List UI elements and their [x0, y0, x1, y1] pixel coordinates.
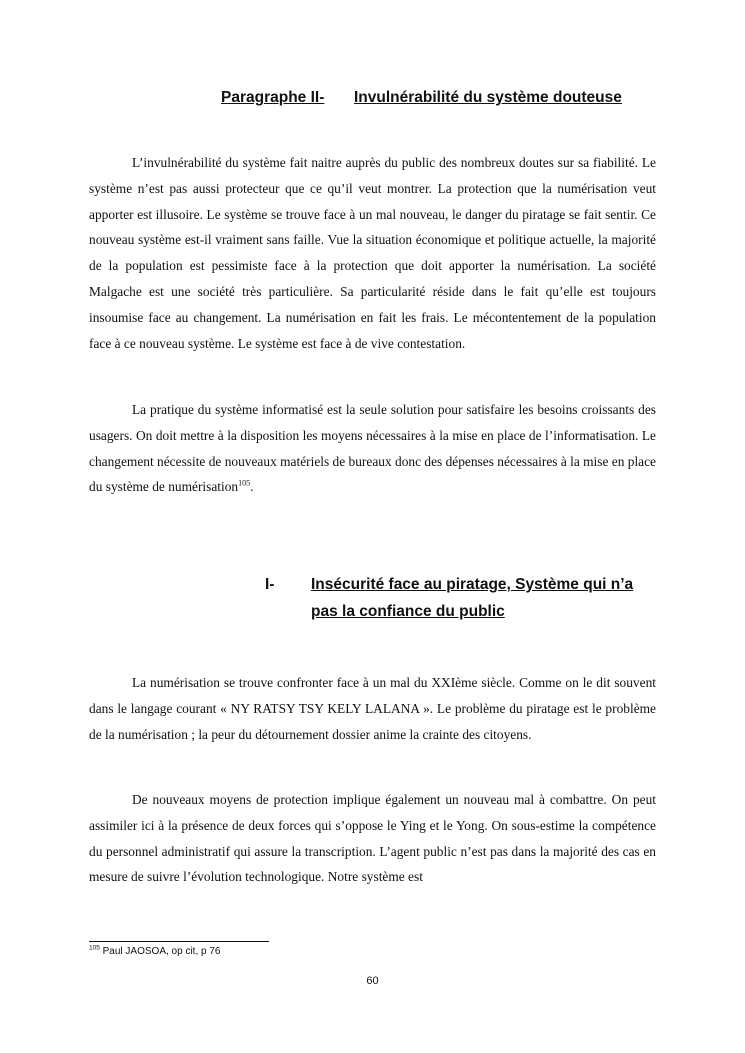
footnote-separator: [89, 941, 269, 942]
footnote-text: Paul JAOSOA, op cit, p 76: [99, 946, 221, 957]
body-paragraph-2: [89, 397, 656, 500]
page-number: 60: [366, 975, 379, 987]
section-number: I-: [265, 576, 275, 593]
body-paragraph-4: De nouveaux moyens de protection implique également un nouveau mal à combattre. On peut assimiler ici à la présence de deux forces qui s’oppose le Ying et le Yong. On sous-estime la compétence du personnel administratif qui assure la transcription. L’agent public n’est pas dans la majorité des cas en mesure de suivre l’évolution technologique. Notre système est: [89, 792, 656, 885]
heading-title: Invulnérabilité du système douteuse: [354, 89, 622, 106]
heading-label: Paragraphe II-: [221, 89, 325, 106]
footnote: [89, 946, 220, 957]
footnote-reference[interactable]: 105: [238, 478, 251, 488]
paragraph-2-text: La pratique du système informatisé est la seule solution pour satisfaire les besoins croissants des usagers. On doit mettre à la disposition les moyens nécessaires à la mise en place de l’informatisation. Le changement nécessite de nouveaux matériels de bureaux donc des dépenses nécessaires à la mise en place du système de numérisation: [89, 402, 657, 495]
section-title: Insécurité face au piratage, Système qui n’a pas la confiance du public: [311, 576, 634, 620]
paragraph-2-end: .: [250, 479, 254, 495]
body-paragraph-3: La numérisation se trouve confronter face à un mal du XXIème siècle. Comme on le dit souvent dans le langage courant « NY RATSY TSY KELY LALANA ». Le problème du piratage est le problème de la numérisation ; la peur du détournement dossier anime la crainte des citoyens.: [89, 675, 656, 742]
body-paragraph-1: L’invulnérabilité du système fait naitre auprès du public des nombreux doutes sur sa fiabilité. Le système n’est pas aussi protecteur que ce qu’il veut montrer. La protection que la numérisation veut apporter est illusoire. Le système se trouve face à un mal nouveau, le danger du piratage se fait sentir. Ce nouveau système est-il vraiment sans faille. Vue la situation économique et politique actuelle, la majorité de la population est pessimiste face à la protection que doit apporter la numérisation. La société Malgache est une société très particulière. Sa particularité réside dans le fait qu’elle est toujours insoumise face au changement. La numérisation en fait les frais. Le mécontentement de la population face à ce nouveau système. Le système est face à de vive contestation.: [89, 155, 656, 351]
footnote-number: 105: [89, 944, 100, 952]
